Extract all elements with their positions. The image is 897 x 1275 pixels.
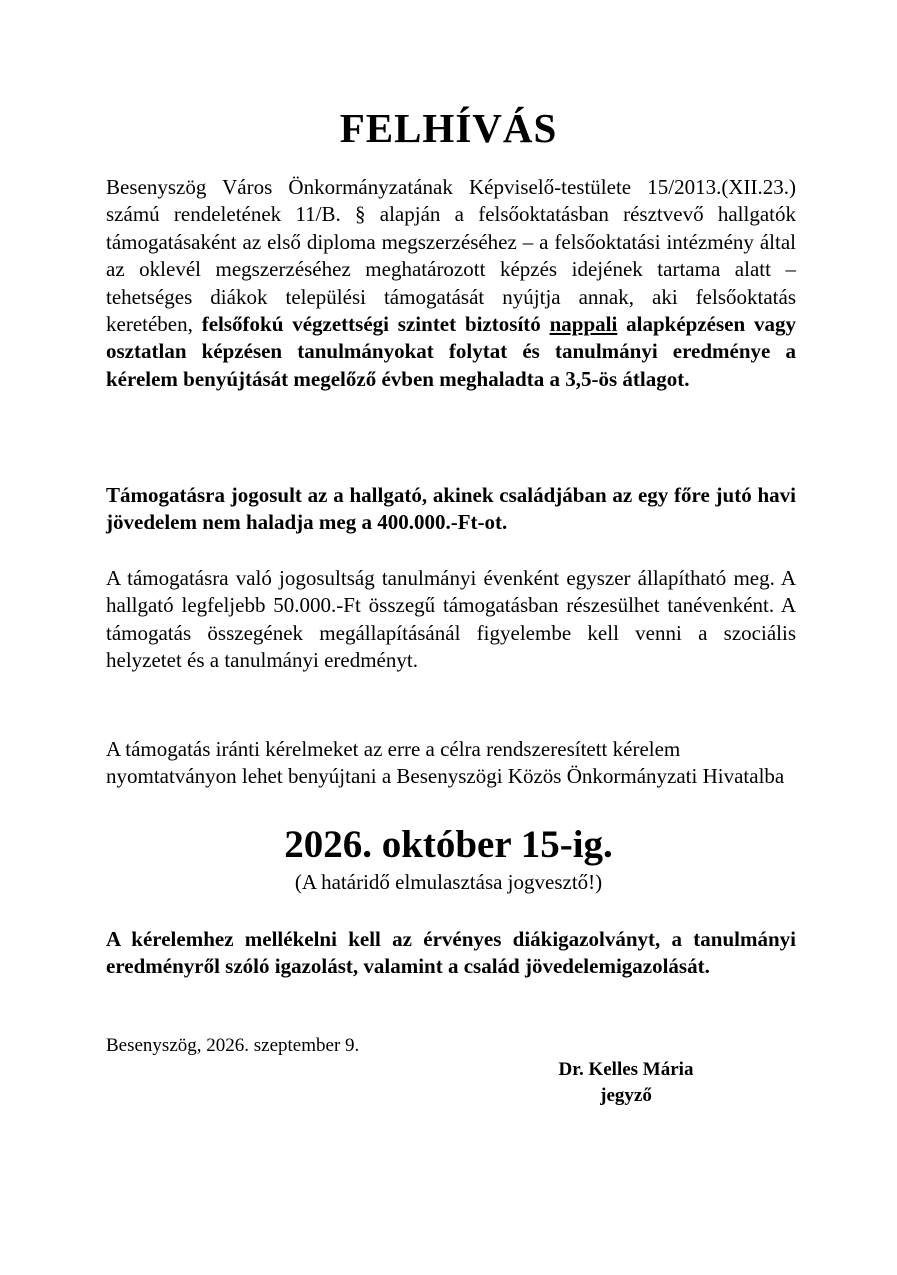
deadline-date: 2026. október 15-ig. (284, 823, 613, 866)
document-title: FELHÍVÁS (339, 105, 558, 151)
signer-role: jegyző (600, 1085, 652, 1106)
place-and-date: Besenyszög, 2026. szeptember 9. (106, 1035, 360, 1056)
paragraph-income-limit: Támogatásra jogosult az a hallgató, akinek családjában az egy főre jutó havi jövedelem nem haladja meg a 400.000.-Ft-ot. (106, 483, 796, 535)
signature-block (506, 1057, 746, 1109)
paragraph-eligibility-conditions (106, 174, 796, 393)
paragraph-application-submission: A támogatás iránti kérelmeket az erre a célra rendszeresített kérelem nyomtatványon lehet benyújtani a Besenyszögi Közös Önkormányzati Hivatalba (106, 737, 785, 789)
signer-name: Dr. Kelles Mária (558, 1059, 694, 1080)
deadline-note: (A határidő elmulasztása jogvesztő!) (294, 870, 603, 894)
paragraph-support-amount: A támogatásra való jogosultság tanulmányi évenként egyszer állapítható meg. A hallgató legfeljebb 50.000.-Ft összegű támogatásban részesülhet tanévenként. A támogatás összegének megállapításánál figyelembe kell venni a szociális helyzetet és a tanulmányi eredményt. (106, 566, 796, 673)
paragraph-eligibility-bold-b: alapképzésen vagy osztatlan képzésen tanulmányokat folytat és tanulmányi eredménye a kérelem benyújtását megelőző évben meghaladta a 3,5-ös átlagot. (106, 312, 796, 391)
paragraph-eligibility-underlined: nappali (549, 312, 618, 337)
paragraph-eligibility-text: Besenyszög Város Önkormányzatának Képviselő-testülete 15/2013.(XII.23.) számú rendeletének 11/B. § alapján a felsőoktatásban résztvevő hallgatók támogatásaként az első diploma megszerzéséhez – a felsőoktatási intézmény által az oklevél megszerzéséhez meghatározott képzés idejének tartama alatt – tehetséges diákok települési támogatását nyújtja annak, aki felsőoktatás keretében, (106, 175, 796, 337)
paragraph-eligibility-bold-a: felsőfokú végzettségi szintet biztosító (201, 312, 550, 337)
paragraph-required-attachments: A kérelemhez mellékelni kell az érvényes diákigazolványt, a tanulmányi eredményről szóló igazolást, valamint a család jövedelemigazolását. (106, 927, 796, 979)
